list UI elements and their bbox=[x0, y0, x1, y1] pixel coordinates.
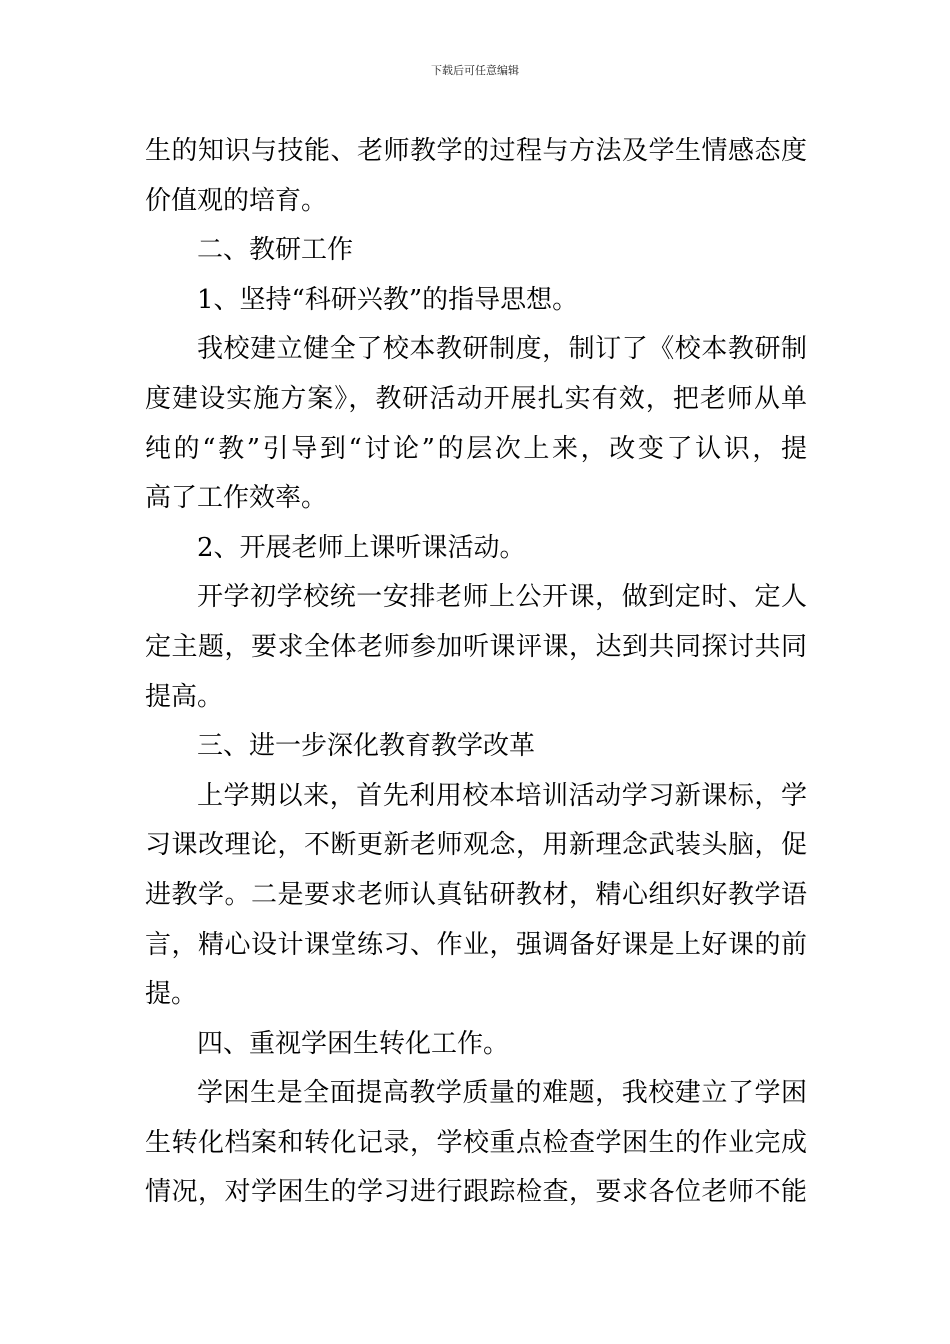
text-line: 提。 bbox=[145, 979, 198, 1010]
text-line: 言，精心设计课堂练习、作业，强调备好课是上好课的前 bbox=[145, 929, 807, 960]
text-line: 情况，对学困生的学习进行跟踪检查，要求各位老师不能 bbox=[145, 1177, 807, 1208]
text-line: 纯的“教”引导到“讨论”的层次上来，改变了认识，提 bbox=[145, 433, 807, 464]
text-line: 开学初学校统一安排老师上公开课，做到定时、定人 bbox=[197, 582, 807, 613]
text-line: 四、重视学困生转化工作。 bbox=[197, 1028, 510, 1059]
text-line: 度建设实施方案》，教研活动开展扎实有效，把老师从单 bbox=[145, 383, 807, 414]
text-line: 生转化档案和转化记录，学校重点检查学困生的作业完成 bbox=[145, 1127, 807, 1158]
text-line: 我校建立健全了校本教研制度，制订了《校本教研制 bbox=[197, 334, 807, 365]
text-line: 1、坚持“科研兴教”的指导思想。 bbox=[197, 284, 579, 315]
page-header: 下载后可任意编辑 bbox=[431, 64, 519, 77]
text-line: 2、开展老师上课听课活动。 bbox=[197, 532, 526, 563]
text-line: 价值观的培育。 bbox=[145, 185, 328, 216]
document-body bbox=[145, 127, 807, 1218]
text-line: 习课改理论，不断更新老师观念，用新理念武装头脑，促 bbox=[145, 830, 807, 861]
text-line: 生的知识与技能、老师教学的过程与方法及学生情感态度 bbox=[145, 136, 807, 166]
text-line: 学困生是全面提高教学质量的难题，我校建立了学困 bbox=[197, 1078, 807, 1109]
text-line: 提高。 bbox=[145, 681, 224, 712]
text-line: 进教学。二是要求老师认真钻研教材，精心组织好教学语 bbox=[145, 879, 807, 910]
text-line: 上学期以来，首先利用校本培训活动学习新课标，学 bbox=[197, 780, 807, 811]
text-line: 高了工作效率。 bbox=[145, 483, 328, 514]
text-line: 二、教研工作 bbox=[197, 235, 354, 266]
text-line: 三、进一步深化教育教学改革 bbox=[197, 731, 536, 762]
text-line: 定主题，要求全体老师参加听课评课，达到共同探讨共同 bbox=[145, 631, 807, 662]
